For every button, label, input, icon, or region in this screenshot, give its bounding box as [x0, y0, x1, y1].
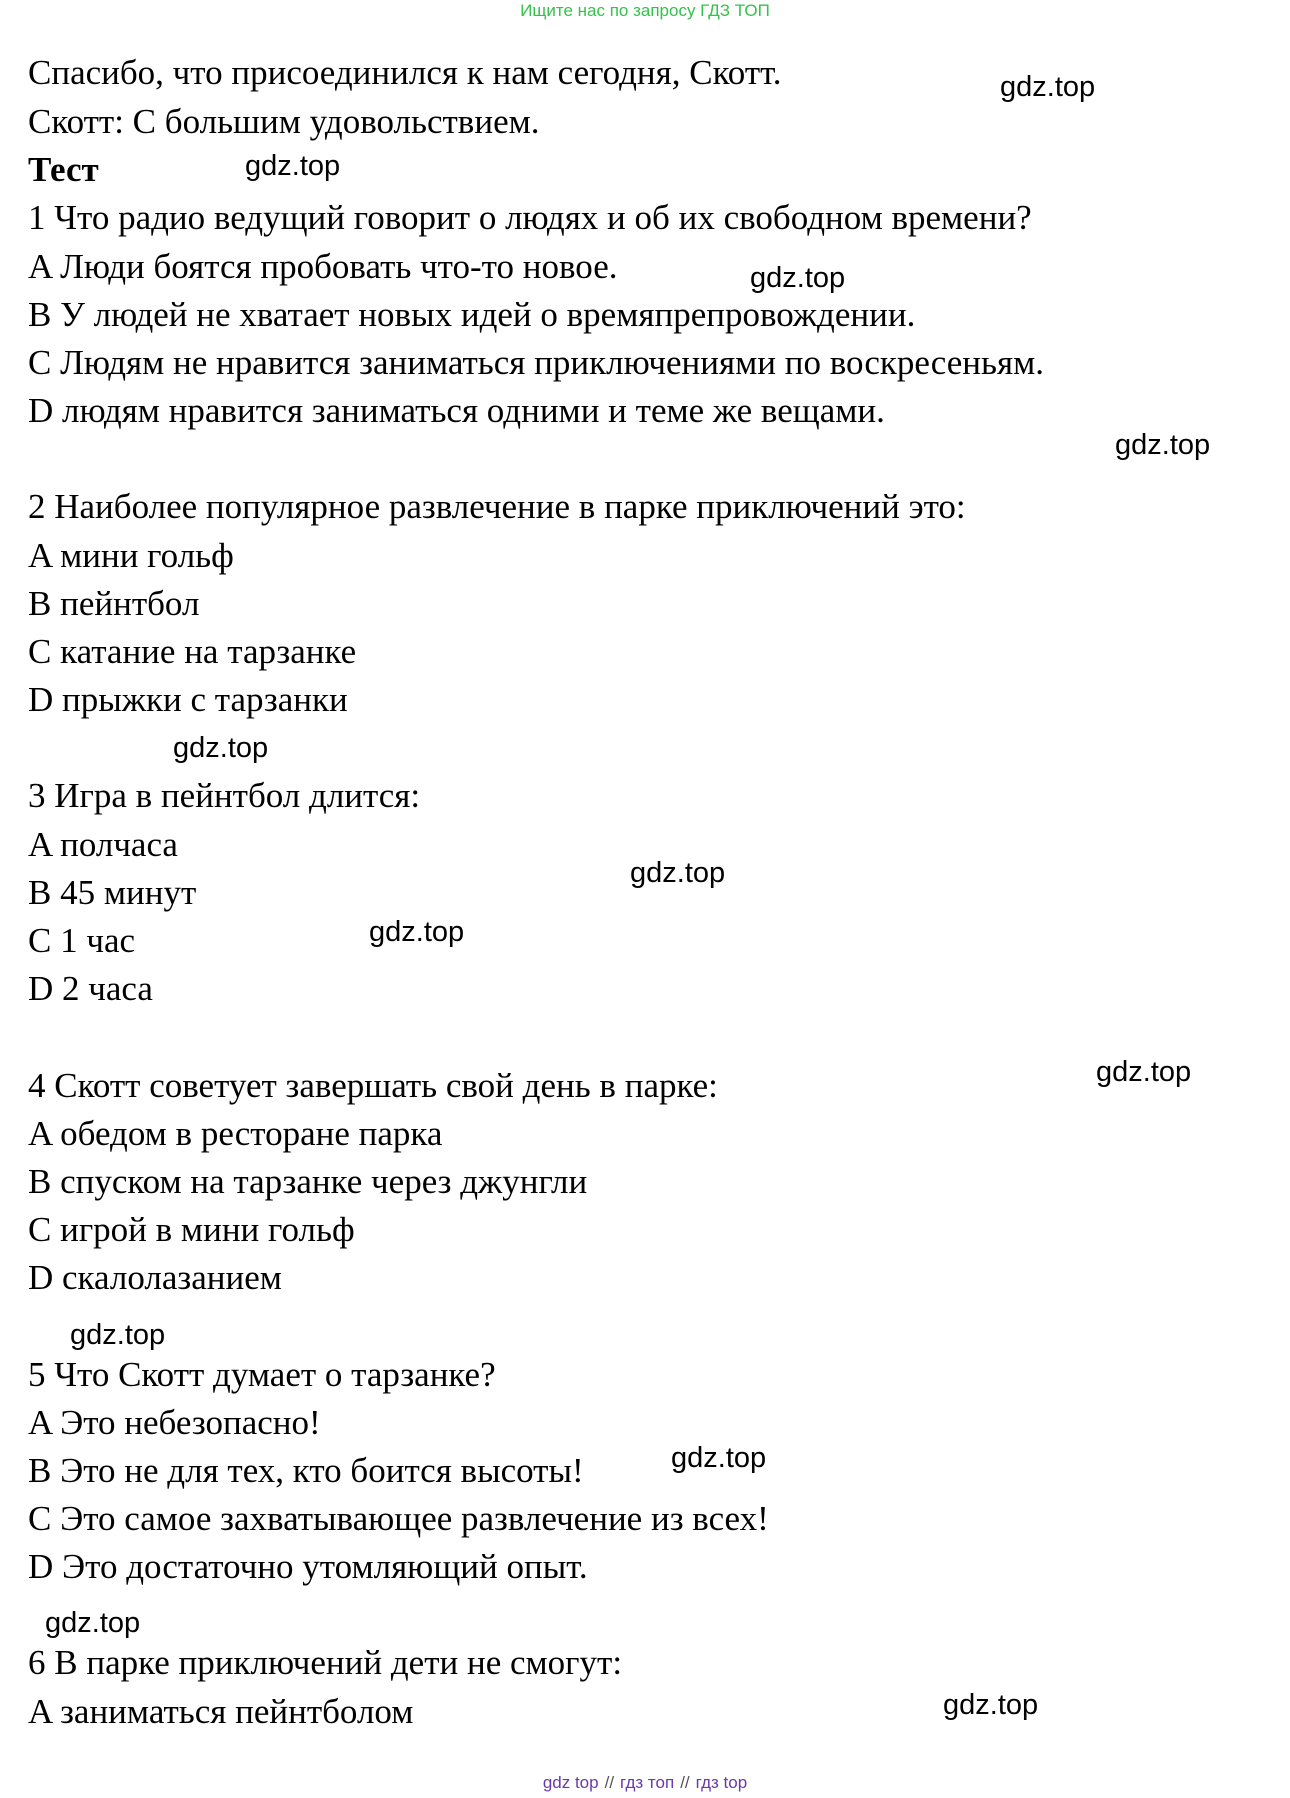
watermark: gdz.top: [1096, 1056, 1192, 1088]
footer-separator: //: [604, 1773, 615, 1792]
q3-option-c: C 1 час: [28, 921, 136, 960]
q3-option-b: B 45 минут: [28, 873, 197, 912]
q4-option-c: C игрой в мини гольф: [28, 1210, 355, 1249]
watermark: gdz.top: [45, 1607, 141, 1639]
q2-option-b: B пейнтбол: [28, 584, 200, 623]
q5-option-b: B Это не для тех, кто боится высоты!: [28, 1451, 584, 1490]
watermark: gdz.top: [173, 732, 269, 764]
question-3: 3 Игра в пейнтбол длится:: [28, 776, 421, 815]
question-1: 1 Что радио ведущий говорит о людях и об их свободном времени?: [28, 198, 1032, 237]
q2-option-a: A мини гольф: [28, 536, 234, 575]
q5-option-d: D Это достаточно утомляющий опыт.: [28, 1547, 588, 1586]
q4-option-a: A обедом в ресторане парка: [28, 1114, 443, 1153]
q1-option-a: A Люди боятся пробовать что-то новое.: [28, 247, 618, 286]
footer-watermark: [0, 1772, 1290, 1794]
footer-part-1: gdz top: [542, 1773, 599, 1792]
q3-option-d: D 2 часа: [28, 969, 153, 1008]
q2-option-c: C катание на тарзанке: [28, 632, 357, 671]
q1-option-b: B У людей не хватает новых идей о времяпрепровождении.: [28, 295, 916, 334]
question-5: 5 Что Скотт думает о тарзанке?: [28, 1355, 496, 1394]
footer-separator: //: [680, 1773, 690, 1792]
watermark: gdz.top: [245, 150, 341, 182]
q6-option-a: A заниматься пейнтболом: [28, 1692, 414, 1731]
watermark: gdz.top: [943, 1689, 1039, 1721]
text-line-thanks: Спасибо, что присоединился к нам сегодня, Скотт.: [28, 53, 782, 92]
footer-part-2: гдз топ: [620, 1773, 675, 1792]
q2-option-d: D прыжки с тарзанки: [28, 680, 348, 719]
watermark: gdz.top: [1115, 429, 1211, 461]
q1-option-d: D людям нравится заниматься одними и теме же вещами.: [28, 391, 885, 430]
watermark: gdz.top: [630, 857, 726, 889]
footer-part-3: гдз top: [695, 1773, 748, 1792]
question-4: 4 Скотт советует завершать свой день в парке:: [28, 1066, 718, 1105]
text-line-scott-reply: Скотт: С большим удовольствием.: [28, 102, 540, 141]
test-heading: Тест: [28, 150, 99, 189]
q5-option-a: A Это небезопасно!: [28, 1403, 321, 1442]
search-banner: Ищите нас по запросу ГДЗ ТОП: [520, 1, 770, 20]
q3-option-a: A полчаса: [28, 825, 178, 864]
q1-option-c: C Людям не нравится заниматься приключениями по воскресеньям.: [28, 343, 1044, 382]
watermark: gdz.top: [70, 1319, 166, 1351]
watermark: gdz.top: [1000, 71, 1096, 103]
q4-option-b: B спуском на тарзанке через джунгли: [28, 1162, 588, 1201]
q5-option-c: C Это самое захватывающее развлечение из всех!: [28, 1499, 769, 1538]
watermark: gdz.top: [671, 1442, 767, 1474]
watermark: gdz.top: [369, 916, 465, 948]
watermark: gdz.top: [750, 262, 846, 294]
q4-option-d: D скалолазанием: [28, 1258, 282, 1297]
question-6: 6 В парке приключений дети не смогут:: [28, 1643, 623, 1682]
question-2: 2 Наиболее популярное развлечение в парке приключений это:: [28, 487, 966, 526]
